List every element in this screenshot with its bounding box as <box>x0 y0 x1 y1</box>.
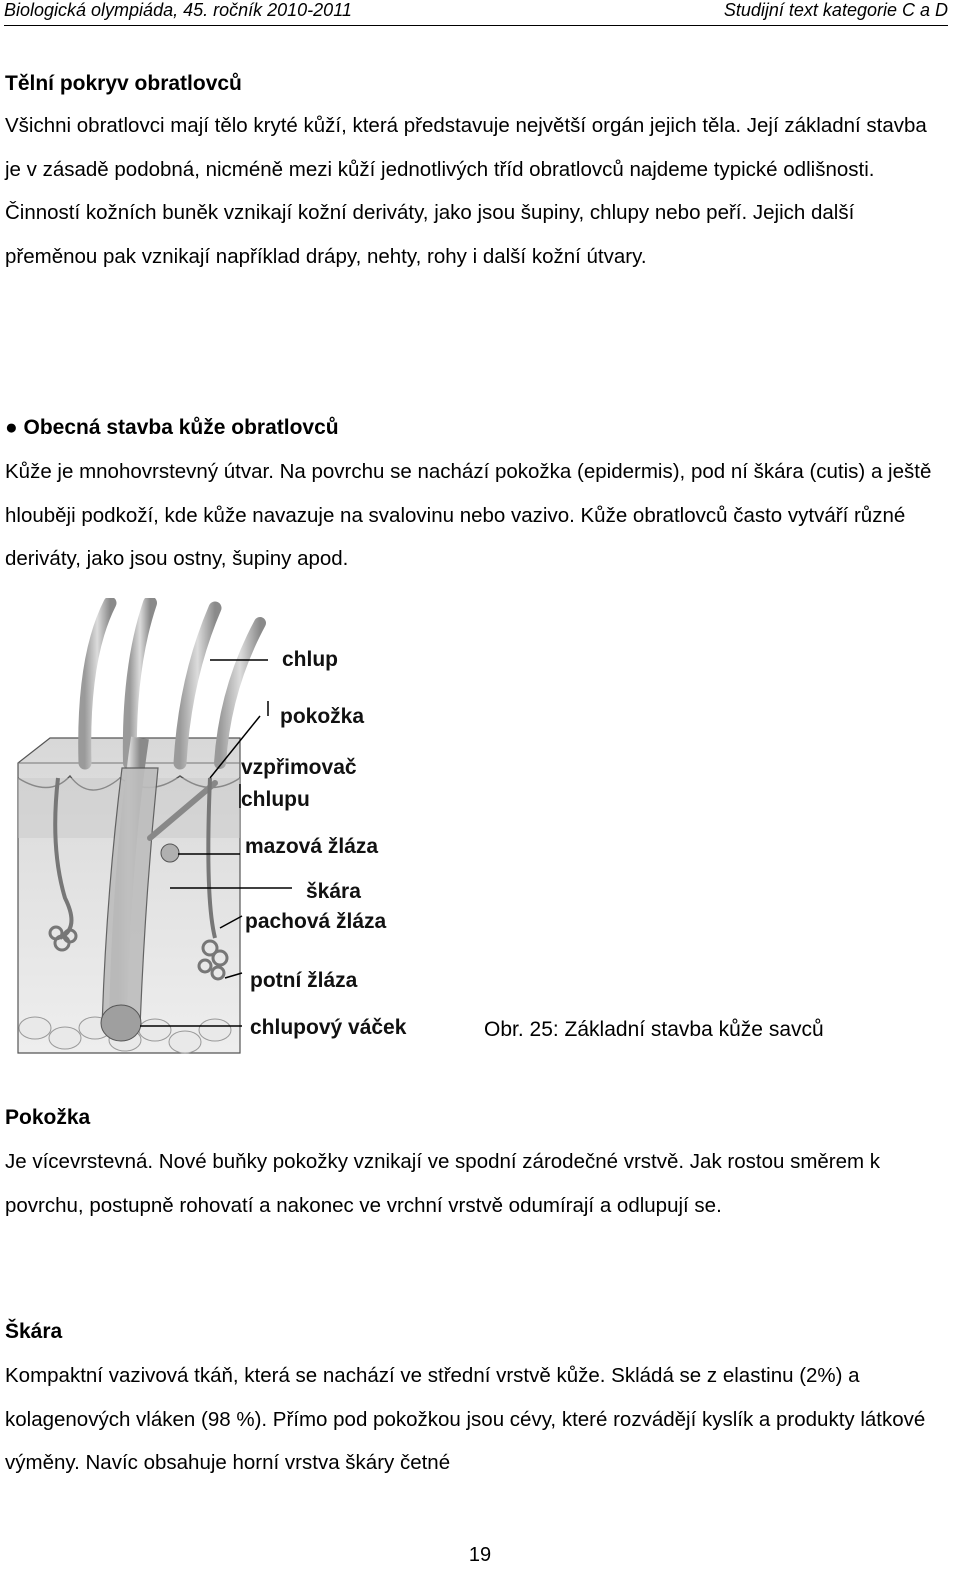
label-sweat-gland: potní žláza <box>250 969 358 992</box>
label-sebaceous-gland: mazová žláza <box>245 835 379 858</box>
skin-diagram <box>10 598 475 1063</box>
paragraph-body-covering: Všichni obratlovci mají tělo kryté kůží, která představuje největší orgán jejich těla. Její základní stavba je v zásadě podobná, nicméně mezi kůží jednotlivých tříd obratlovců najdeme typické odlišnosti. Činností kožních buněk vznikají kožní deriváty, jako jsou šupiny, chlupy nebo peří. Jejich další přeměnou pak vznikají například drápy, nehty, rohy i další kožní útvary. <box>5 114 927 268</box>
figure-caption: Obr. 25: Základní stavba kůže savců <box>484 1018 824 1041</box>
section-title-dermis: Škára <box>5 1320 63 1343</box>
paragraph-epidermis: Je vícevrstevná. Nové buňky pokožky vznikají ve spodní zárodečné vrstvě. Jak rostou směrem k povrchu, postupně rohovatí a nakonec ve vrchní vrstvě odumírají a odlupují se. <box>5 1150 881 1217</box>
page-header <box>4 0 948 24</box>
label-arrector-1: vzpřimovač <box>241 756 357 779</box>
label-dermis: škára <box>306 880 361 903</box>
label-arrector-2: chlupu <box>241 788 310 811</box>
section-title-epidermis: Pokožka <box>5 1106 91 1129</box>
section-title-body-covering: Tělní pokryv obratlovců <box>5 72 242 95</box>
paragraph-dermis: Kompaktní vazivová tkáň, která se nachází ve střední vrstvě kůže. Skládá se z elastinu (2%) a kolagenových vláken (98 %). Přímo pod pokožkou jsou cévy, které rozvádějí kyslík a produkty látkové výměny. Navíc obsahuje horní vrstva škáry četné <box>5 1364 926 1474</box>
label-epidermis: pokožka <box>280 705 365 728</box>
header-divider <box>4 25 948 26</box>
page-number: 19 <box>468 1544 492 1566</box>
header-right: Studijní text kategorie C a D <box>723 0 948 20</box>
label-apocrine-gland: pachová žláza <box>245 910 387 933</box>
label-hair: chlup <box>282 648 338 671</box>
header-left: Biologická olympiáda, 45. ročník 2010-2011 <box>4 0 352 20</box>
label-hair-follicle: chlupový váček <box>250 1016 407 1039</box>
section-title-skin-structure: ● Obecná stavba kůže obratlovců <box>5 416 339 439</box>
paragraph-skin-structure: Kůže je mnohovrstevný útvar. Na povrchu se nachází pokožka (epidermis), pod ní škára (cutis) a ještě hlouběji podkoží, kde kůže navazuje na svalovinu nebo vazivo. Kůže obratlovců často vytváří různé deriváty, jako jsou ostny, šupiny apod. <box>5 460 932 570</box>
skin-cross-section-image <box>10 598 475 1063</box>
